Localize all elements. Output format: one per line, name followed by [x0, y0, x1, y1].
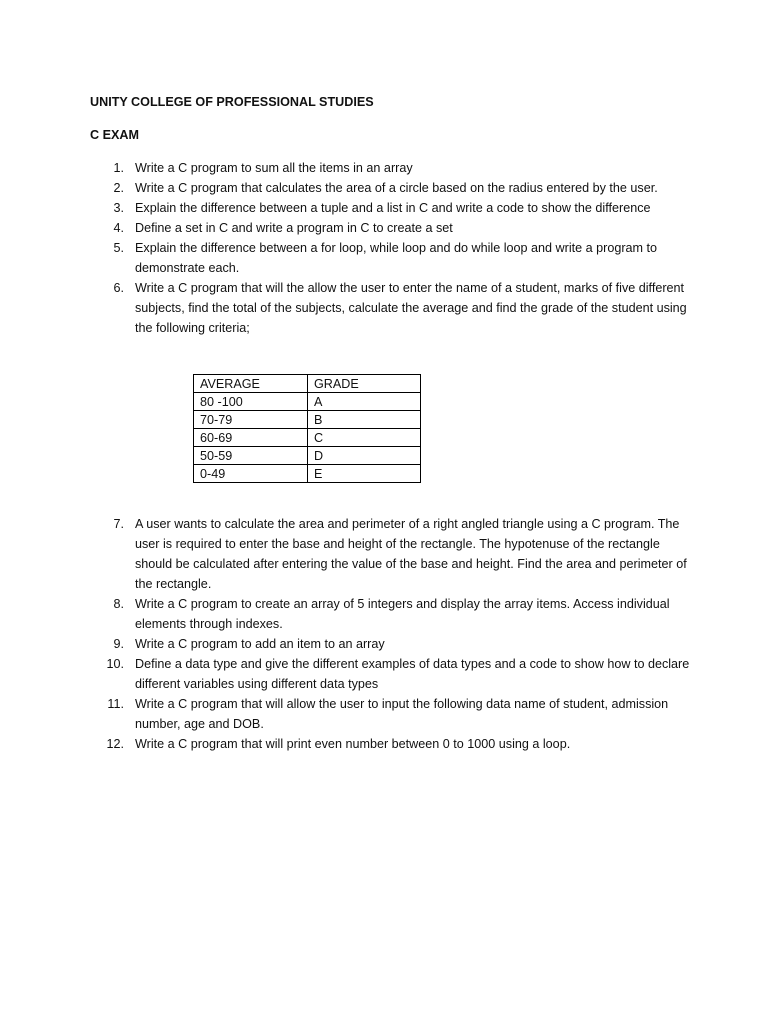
question-item — [90, 514, 690, 594]
question-number: 9. — [113, 637, 124, 651]
table-cell: C — [308, 429, 421, 447]
question-number: 11. — [107, 697, 124, 711]
question-list-part2 — [90, 514, 690, 754]
question-item — [90, 278, 690, 338]
table-row — [194, 429, 421, 447]
table-cell: 0-49 — [194, 465, 308, 483]
question-item — [90, 594, 690, 634]
table-header-cell: GRADE — [308, 375, 421, 393]
question-text: Write a C program to sum all the items in an array — [135, 161, 413, 175]
question-item — [90, 158, 690, 178]
question-item — [90, 734, 690, 754]
table-row — [194, 393, 421, 411]
table-cell: 80 -100 — [194, 393, 308, 411]
table-cell: D — [308, 447, 421, 465]
question-item — [90, 198, 690, 218]
table-row — [194, 465, 421, 483]
question-text: Define a data type and give the different examples of data types and a code to show how to declare different variables using different data types — [135, 657, 690, 691]
question-text: Write a C program that will the allow the user to enter the name of a student, marks of five different subjects, find the total of the subjects, calculate the average and find the grade of the student using the following criteria; — [135, 281, 687, 335]
question-item — [90, 178, 690, 198]
question-number: 3. — [113, 201, 124, 215]
question-text: Write a C program that will print even number between 0 to 1000 using a loop. — [135, 737, 571, 751]
question-number: 6. — [113, 281, 124, 295]
question-number: 7. — [113, 517, 124, 531]
table-cell: 70-79 — [194, 411, 308, 429]
table-cell: E — [308, 465, 421, 483]
grade-criteria-table — [193, 374, 421, 483]
question-number: 8. — [113, 597, 124, 611]
question-text: Write a C program to add an item to an array — [135, 637, 385, 651]
table-header-row — [194, 375, 421, 393]
table-cell: B — [308, 411, 421, 429]
question-item — [90, 218, 690, 238]
table-cell: A — [308, 393, 421, 411]
question-text: Write a C program that calculates the area of a circle based on the radius entered by the user. — [135, 181, 658, 195]
question-item — [90, 238, 690, 278]
question-number: 12. — [106, 737, 124, 751]
question-number: 2. — [113, 181, 124, 195]
question-number: 5. — [113, 241, 124, 255]
table-cell: 50-59 — [194, 447, 308, 465]
question-number: 4. — [113, 221, 124, 235]
question-number: 10. — [106, 657, 124, 671]
exam-title: C EXAM — [90, 128, 139, 142]
question-text: Write a C program to create an array of 5 integers and display the array items. Access individual elements through indexes. — [135, 597, 670, 631]
table-row — [194, 411, 421, 429]
question-text: Explain the difference between a for loop, while loop and do while loop and write a program to demonstrate each. — [135, 241, 658, 275]
question-item — [90, 634, 690, 654]
question-text: Define a set in C and write a program in C to create a set — [135, 221, 453, 235]
table-header-cell: AVERAGE — [194, 375, 308, 393]
question-number: 1. — [113, 161, 124, 175]
question-text: A user wants to calculate the area and perimeter of a right angled triangle using a C program. The user is required to enter the base and height of the rectangle. The hypotenuse of the rectangle should be calculated after entering the value of the base and height. Find the area and perimeter of the rectangle. — [135, 517, 687, 591]
table-row — [194, 447, 421, 465]
question-item — [90, 654, 690, 694]
college-title: UNITY COLLEGE OF PROFESSIONAL STUDIES — [90, 95, 374, 109]
question-text: Write a C program that will allow the user to input the following data name of student, admission number, age and DOB. — [135, 697, 669, 731]
table-cell: 60-69 — [194, 429, 308, 447]
question-text: Explain the difference between a tuple and a list in C and write a code to show the difference — [135, 201, 651, 215]
question-list-part1 — [90, 158, 690, 338]
question-item — [90, 694, 690, 734]
